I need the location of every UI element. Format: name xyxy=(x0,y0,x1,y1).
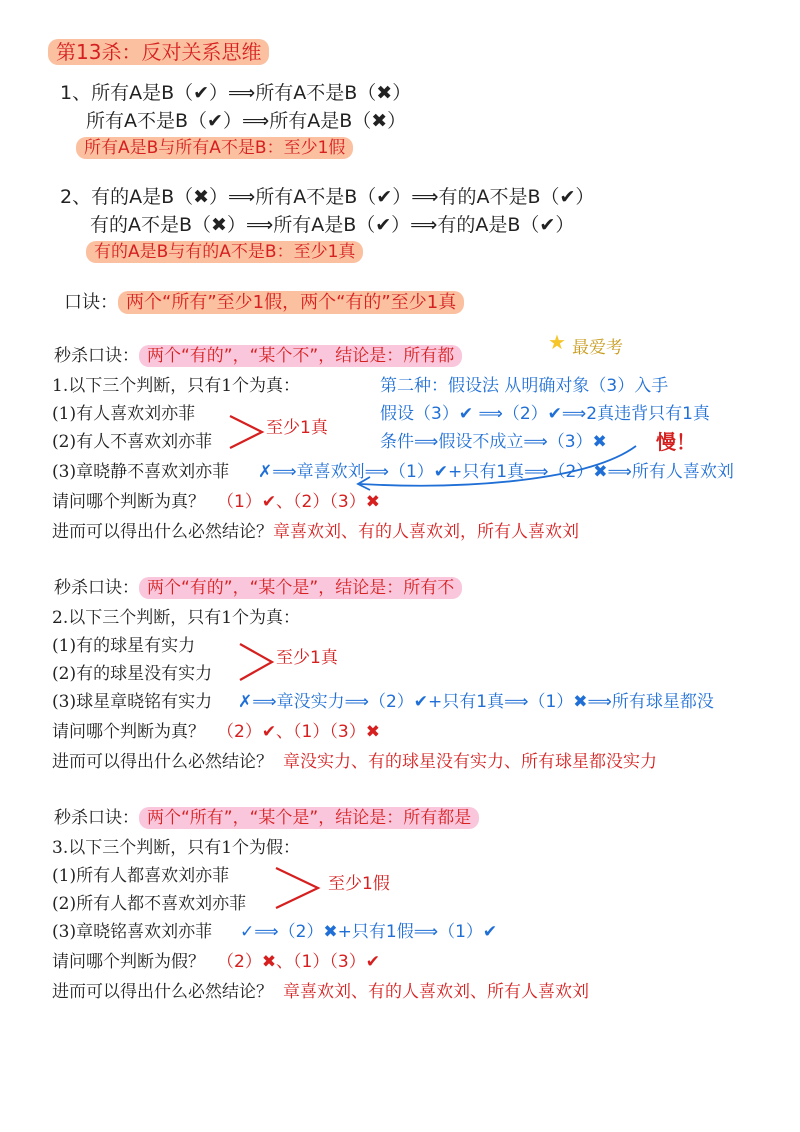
q3-tip-label: 秒杀口诀： xyxy=(54,808,139,828)
q1-ask-text: 请问哪个判断为真？ xyxy=(52,492,205,512)
mnemonic-text: 两个“所有”至少1假，两个“有的”至少1真 xyxy=(118,291,464,314)
s1-line2: 所有A不是B（✔）⟹所有A是B（✖） xyxy=(86,110,407,132)
q2-brace-icon xyxy=(238,642,278,682)
s1-conclusion xyxy=(76,138,353,159)
page-title xyxy=(48,40,269,65)
q2-tip-label: 秒杀口诀： xyxy=(54,578,139,598)
q3-answer2: 章喜欢刘、有的人喜欢刘、所有人喜欢刘 xyxy=(283,982,589,1002)
q3-item1: (1)所有人都喜欢刘亦菲 xyxy=(52,866,230,886)
q3-item2: (2)所有人都不喜欢刘亦菲 xyxy=(52,894,247,914)
q1-alt-line1: 第二种：假设法 从明确对象（3）入手 xyxy=(380,376,669,396)
q2-brace-note: 至少1真 xyxy=(276,648,338,668)
q1-brace-note: 至少1真 xyxy=(266,418,328,438)
q2-item3: (3)球星章晓铭有实力 xyxy=(52,692,213,712)
q3-tip xyxy=(54,808,479,829)
q2-chain: ✗⟹章没实力⟹（2）✔+只有1真⟹（1）✖⟹所有球星都没 xyxy=(238,692,714,712)
q3-brace-note: 至少1假 xyxy=(328,874,390,894)
mnemonic xyxy=(64,292,464,315)
q1-ask2 xyxy=(52,522,579,543)
q2-tip-text: 两个“有的”，“某个是”，结论是：所有不 xyxy=(139,577,462,599)
s2-conclusion-text: 有的A是B与有的A不是B：至少1真 xyxy=(86,241,363,263)
q1-tip xyxy=(54,346,462,367)
star-icon: ★ xyxy=(548,330,566,354)
q1-alt-slow: 慢！ xyxy=(656,430,696,454)
q3-item3: (3)章晓铭喜欢刘亦菲 xyxy=(52,922,213,942)
s2-line1: 2、有的A是B（✖）⟹所有A不是B（✔）⟹有的A不是B（✔） xyxy=(60,186,595,208)
q1-tip-label: 秒杀口诀： xyxy=(54,346,139,366)
q3-chain: ✓⟹（2）✖+只有1假⟹（1）✔ xyxy=(240,922,498,942)
q1-item1: (1)有人喜欢刘亦菲 xyxy=(52,404,196,424)
q1-alt-line2: 假设（3）✔ ⟹（2）✔⟹2真违背只有1真 xyxy=(380,404,710,424)
q1-answer: （1）✔、（2）（3）✖ xyxy=(217,492,380,512)
q3-ask xyxy=(52,952,380,973)
mnemonic-label: 口诀： xyxy=(64,292,118,313)
q1-chain: ✗⟹章喜欢刘⟹（1）✔+只有1真⟹（2）✖⟹所有人喜欢刘 xyxy=(258,462,734,482)
q2-item1: (1)有的球星有实力 xyxy=(52,636,196,656)
q2-answer: （2）✔、（1）（3）✖ xyxy=(217,722,380,742)
s2-conclusion xyxy=(86,242,363,263)
q2-item2: (2)有的球星没有实力 xyxy=(52,664,213,684)
q1-answer2: 章喜欢刘、有的人喜欢刘，所有人喜欢刘 xyxy=(273,522,579,542)
q1-alt-line3: 条件⟹假设不成立⟹（3）✖ xyxy=(380,432,607,452)
q3-tip-text: 两个“所有”，“某个是”，结论是：所有都是 xyxy=(139,807,479,829)
q2-ask xyxy=(52,722,380,743)
s1-line1: 1、所有A是B（✔）⟹所有A不是B（✖） xyxy=(60,82,412,104)
q3-ask2-text: 进而可以得出什么必然结论？ xyxy=(52,982,273,1002)
q3-answer: （2）✖、（1）（3）✔ xyxy=(217,952,380,972)
q3-brace-icon xyxy=(274,866,324,910)
q1-item2: (2)有人不喜欢刘亦菲 xyxy=(52,432,213,452)
q1-item3: (3)章晓静不喜欢刘亦菲 xyxy=(52,462,230,482)
q2-ask2-text: 进而可以得出什么必然结论？ xyxy=(52,752,273,772)
s1-conclusion-text: 所有A是B与所有A不是B：至少1假 xyxy=(76,137,353,159)
q1-tip-text: 两个“有的”，“某个不”，结论是：所有都 xyxy=(139,345,462,367)
q3-question: 3.以下三个判断，只有1个为假： xyxy=(52,838,301,858)
q2-ask2 xyxy=(52,752,657,773)
q2-ask-text: 请问哪个判断为真？ xyxy=(52,722,205,742)
q1-star-note: 最爱考 xyxy=(572,338,623,358)
q2-question: 2.以下三个判断，只有1个为真： xyxy=(52,608,301,628)
q2-answer2: 章没实力、有的球星没有实力、所有球星都没实力 xyxy=(283,752,657,772)
q1-question: 1.以下三个判断，只有1个为真： xyxy=(52,376,301,396)
q1-brace-icon xyxy=(228,414,268,450)
s2-line2: 有的A不是B（✖）⟹所有A是B（✔）⟹有的A是B（✔） xyxy=(90,214,575,236)
q1-ask2-text: 进而可以得出什么必然结论？ xyxy=(52,522,273,542)
q3-ask-text: 请问哪个判断为假？ xyxy=(52,952,205,972)
q1-ask xyxy=(52,492,380,513)
title-text: 第13杀：反对关系思维 xyxy=(48,39,269,65)
q2-tip xyxy=(54,578,462,599)
q3-ask2 xyxy=(52,982,589,1003)
